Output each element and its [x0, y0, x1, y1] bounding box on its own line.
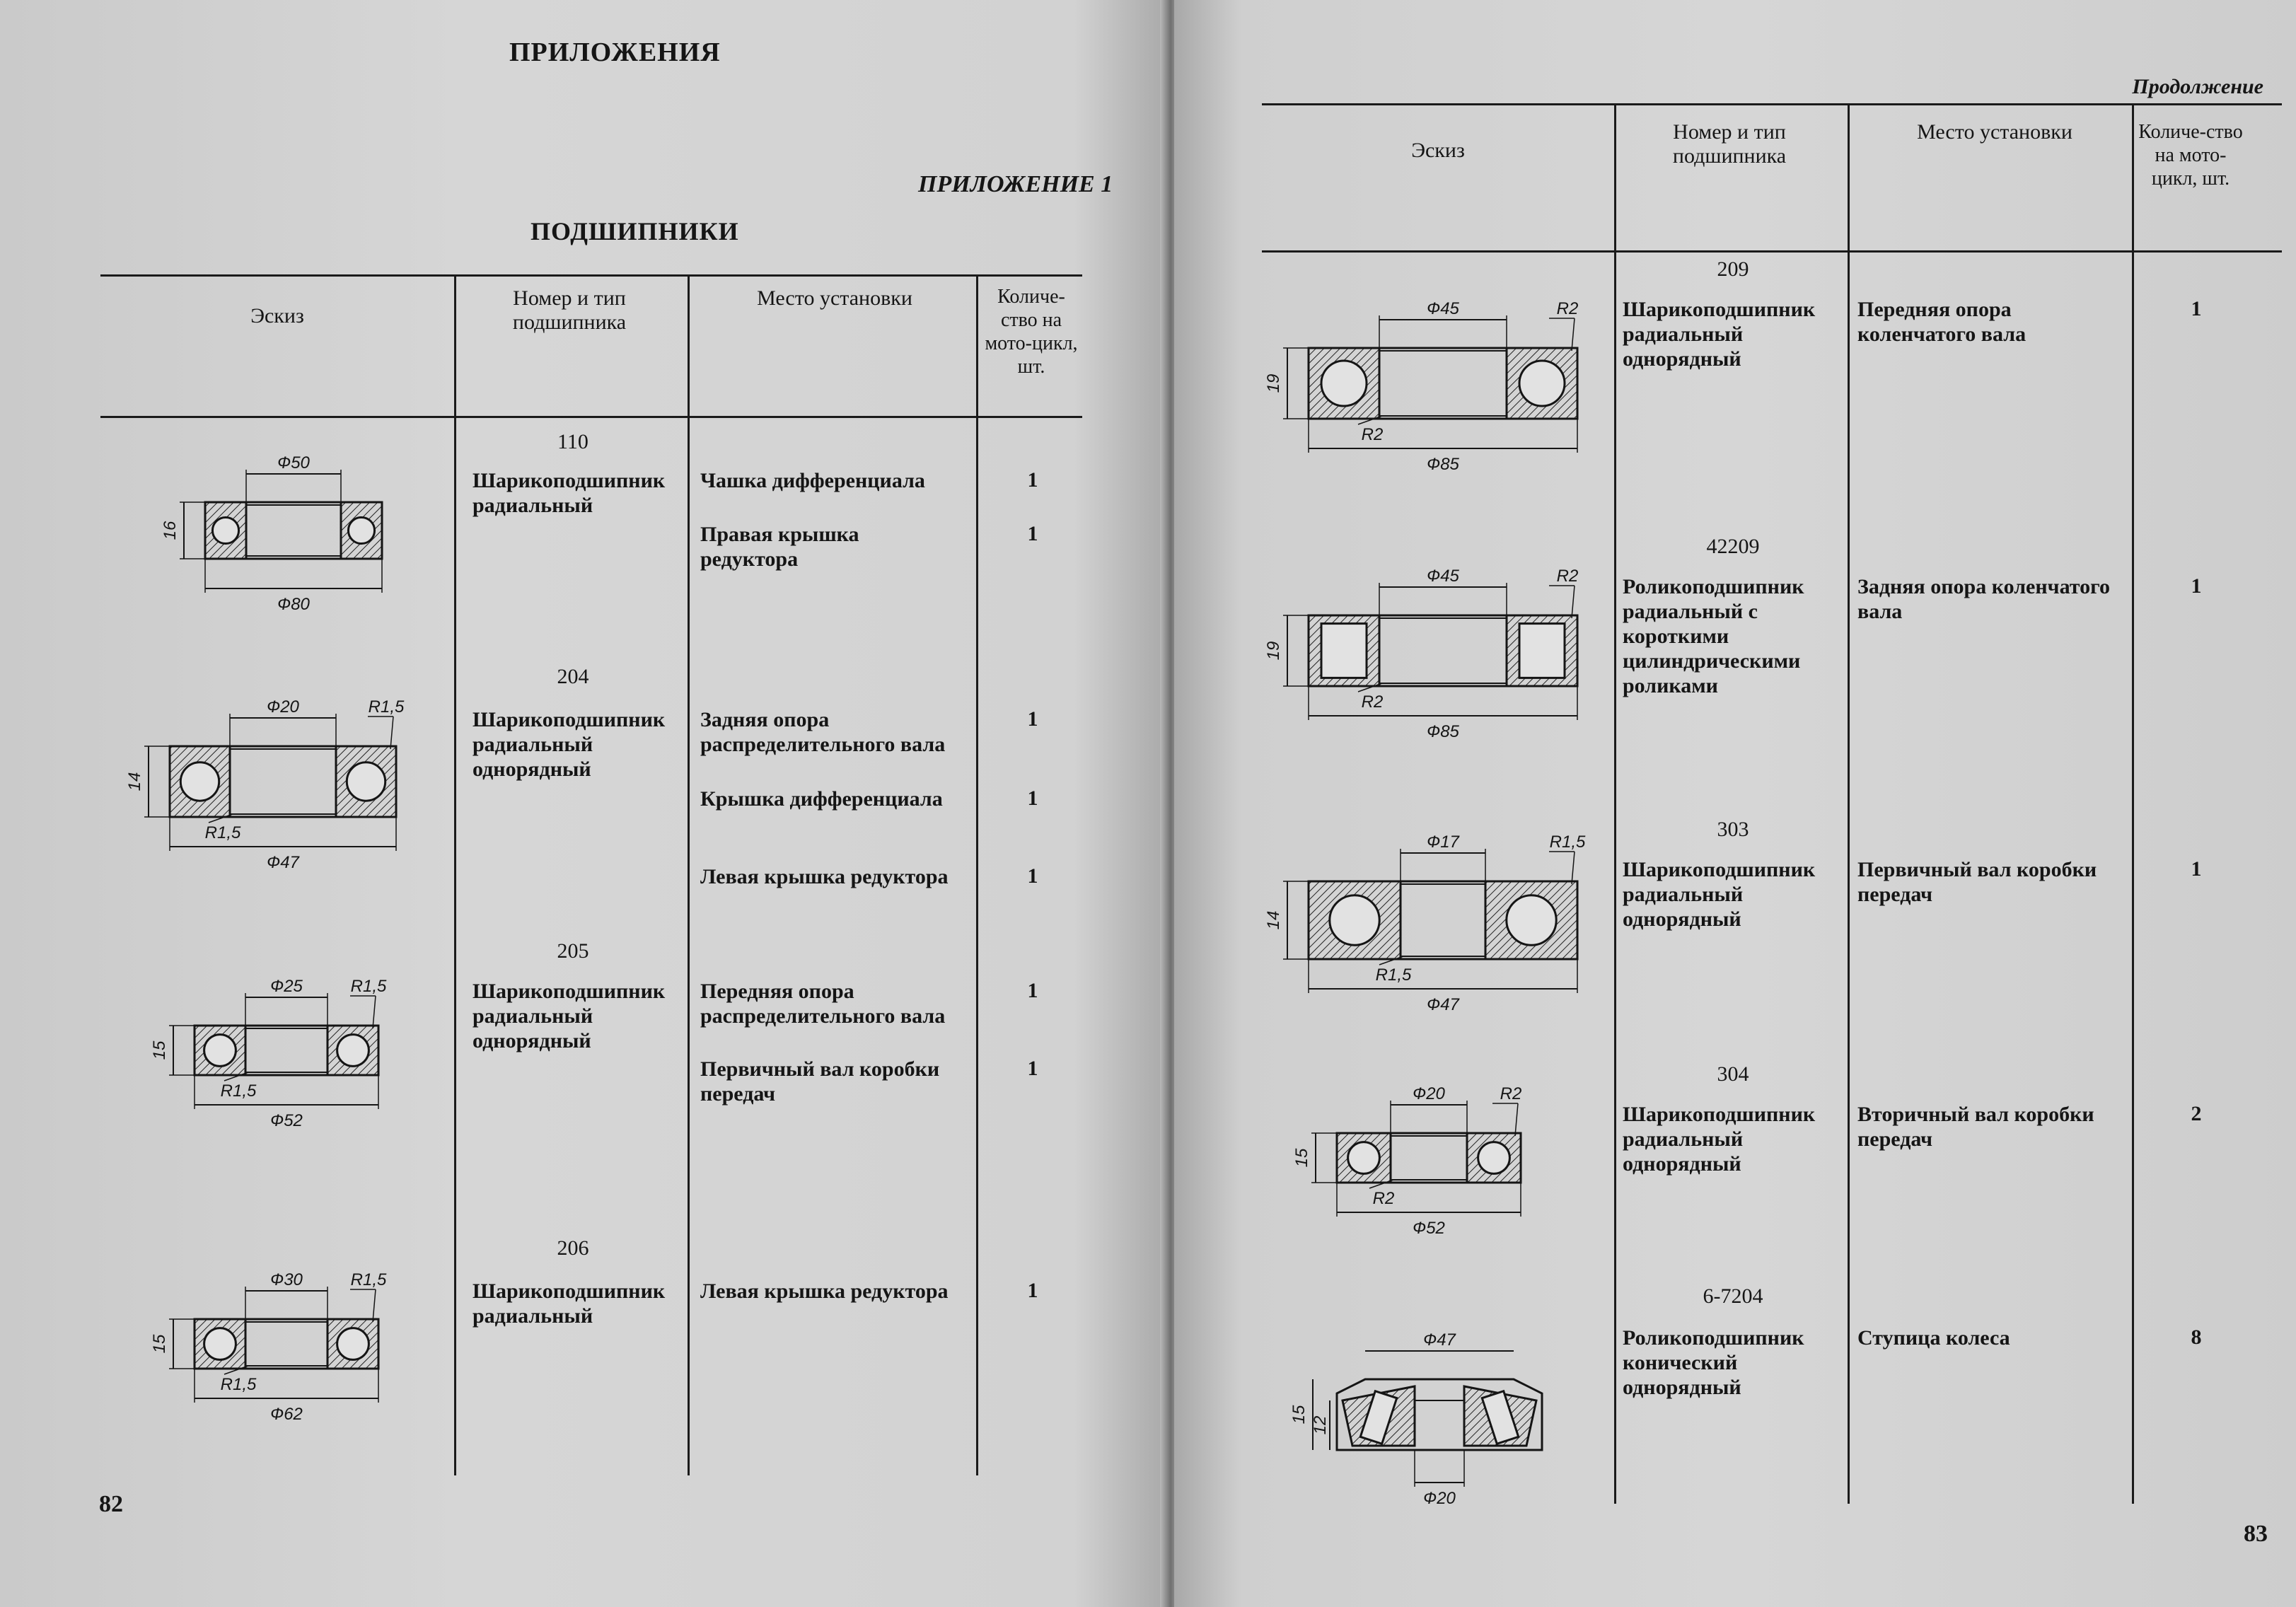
radius-label: R1,5 [350, 977, 387, 996]
bearing-number: 304 [1717, 1062, 1749, 1086]
quantity: 1 [1027, 787, 1038, 810]
radius-label: R1,5 [350, 1270, 387, 1289]
column-divider [1848, 103, 1850, 1504]
table-header-rule [100, 416, 1082, 418]
bearing-type: Шарикоподшипник радиальный [472, 469, 666, 517]
bearing-number: 110 [557, 430, 589, 453]
radius-label: R2 [1556, 299, 1579, 318]
header-number: Номер и тип подшипника [512, 286, 627, 334]
mounting-place: Чашка дифференциала [700, 469, 925, 492]
width-label: 14 [125, 772, 144, 791]
bearing-sketch-204 [125, 697, 424, 872]
width-label: 19 [1264, 373, 1283, 393]
bearing-sketch-209 [1245, 283, 1613, 474]
radius-label: R2 [1372, 1189, 1395, 1208]
ball-element [212, 517, 238, 543]
right-page [1174, 0, 2296, 1607]
mounting-place: Крышка дифференциала [700, 787, 943, 811]
ball-element [1321, 361, 1367, 406]
ball-element [204, 1328, 236, 1360]
radius-label: R1,5 [220, 1375, 257, 1394]
leader-line [373, 996, 376, 1028]
width-label: 15 [150, 1334, 169, 1354]
table-top-rule [100, 274, 1082, 277]
quantity: 1 [1027, 468, 1038, 492]
ball-element [1478, 1142, 1510, 1174]
column-divider [2132, 103, 2134, 1504]
ball-element [347, 762, 385, 801]
bearing-sketch-304 [1287, 1082, 1570, 1259]
width-label: 15 [150, 1040, 169, 1060]
outer-diameter-label: Ф85 [1427, 455, 1459, 474]
inner-diameter-label: Ф20 [1423, 1489, 1456, 1508]
header-place: Место установки [757, 286, 912, 310]
radius-label: R1,5 [1375, 965, 1412, 985]
radius-label: R2 [1500, 1084, 1522, 1103]
quantity: 8 [2191, 1325, 2202, 1349]
table-top-rule [1262, 103, 2282, 105]
page-number: 83 [2244, 1521, 2268, 1547]
width-label: 16 [161, 521, 180, 540]
ball-element [337, 1328, 369, 1360]
radius-label: R2 [1556, 567, 1579, 586]
inner-diameter-label: Ф20 [267, 697, 299, 717]
appendix-label: ПРИЛОЖЕНИЕ 1 [918, 171, 1113, 197]
outer-diameter-label: Ф62 [270, 1405, 303, 1424]
bearing-number: 205 [557, 939, 589, 963]
bearing-number: 6-7204 [1703, 1284, 1763, 1308]
ball-element [337, 1035, 369, 1067]
leader-line [1572, 318, 1575, 351]
bearing-number: 204 [557, 665, 589, 688]
inner-diameter-label: Ф45 [1427, 299, 1459, 318]
quantity: 1 [2191, 857, 2202, 881]
ball-element [348, 517, 374, 543]
outer-diameter-label: Ф47 [1427, 995, 1459, 1014]
bearing-type: Шарикоподшипник радиальный однорядный [1623, 298, 1816, 371]
radius-label: R1,5 [204, 823, 241, 842]
ball-element [1507, 895, 1556, 945]
header-qty: Количе-ство на мото-цикл, шт. [2138, 121, 2243, 190]
leader-line [1572, 852, 1575, 884]
bearing-number: 42209 [1706, 535, 1760, 558]
mounting-place: Вторичный вал коробки передач [1857, 1103, 2094, 1151]
roller-element [1321, 624, 1367, 678]
mounting-place: Правая крышка редуктора [700, 523, 859, 571]
mounting-place: Первичный вал коробки передач [700, 1057, 940, 1106]
radius-label: R1,5 [368, 697, 405, 717]
header-number: Номер и тип подшипника [1672, 120, 1787, 168]
header-sketch: Эскиз [1411, 139, 1465, 162]
header-place: Место установки [1917, 120, 2072, 144]
quantity: 1 [1027, 522, 1038, 545]
radius-label: R2 [1361, 692, 1384, 712]
quantity: 1 [1027, 1057, 1038, 1080]
inner-diameter-label: Ф50 [277, 453, 310, 472]
width-label: 15 [1289, 1405, 1309, 1425]
quantity: 2 [2191, 1102, 2202, 1125]
quantity: 1 [2191, 297, 2202, 320]
ball-element [1348, 1142, 1380, 1174]
outer-diameter-label: Ф47 [267, 853, 299, 872]
quantity: 1 [1027, 864, 1038, 888]
bearing-type: Роликоподшипник радиальный с короткими цилиндрическими роликами [1623, 575, 1804, 697]
width-label: 14 [1264, 910, 1283, 930]
bearing-sketch-6-7204 [1287, 1309, 1584, 1507]
bearing-type: Шарикоподшипник радиальный [472, 1280, 666, 1328]
width-label: 15 [1292, 1148, 1311, 1168]
table-header-rule [1262, 250, 2282, 253]
bearing-sketch-205 [152, 976, 421, 1146]
mounting-place: Левая крышка редуктора [700, 865, 949, 888]
width-label: 12 [1311, 1415, 1330, 1435]
mounting-place: Левая крышка редуктора [700, 1280, 949, 1303]
outer-diameter-label: Ф47 [1423, 1330, 1456, 1350]
radius-label: R1,5 [220, 1081, 257, 1101]
mounting-place: Задняя опора коленчатого вала [1857, 575, 2111, 623]
column-divider [976, 274, 978, 1475]
quantity: 1 [1027, 979, 1038, 1002]
bearing-type: Шарикоподшипник радиальный однорядный [472, 708, 666, 781]
mounting-place: Ступица колеса [1857, 1326, 2010, 1350]
outer-diameter-label: Ф52 [1413, 1219, 1445, 1238]
width-label: 19 [1264, 641, 1283, 661]
mounting-place: Задняя опора распределительного вала [700, 708, 946, 756]
ball-element [180, 762, 219, 801]
inner-diameter-label: Ф25 [270, 977, 303, 996]
ball-element [1330, 895, 1379, 945]
page-number: 82 [99, 1491, 123, 1517]
mounting-place: Первичный вал коробки передач [1857, 858, 2097, 906]
ball-element [204, 1035, 236, 1067]
leader-line [373, 1289, 376, 1322]
section-title: ПОДШИПНИКИ [530, 217, 739, 245]
inner-diameter-label: Ф20 [1413, 1084, 1445, 1103]
outer-diameter-label: Ф52 [270, 1111, 303, 1130]
quantity: 1 [2191, 574, 2202, 598]
leader-line [1515, 1103, 1518, 1136]
bearing-type: Шарикоподшипник радиальный однорядный [472, 980, 666, 1052]
outer-diameter-label: Ф80 [277, 595, 310, 614]
quantity: 1 [1027, 1279, 1038, 1302]
inner-diameter-label: Ф17 [1427, 832, 1459, 852]
bearing-number: 303 [1717, 818, 1749, 841]
bearing-sketch-206 [152, 1270, 421, 1439]
ball-element [1519, 361, 1565, 406]
column-divider [688, 274, 690, 1475]
bearing-type: Шарикоподшипник радиальный однорядный [1623, 858, 1816, 931]
bearing-number: 206 [557, 1236, 589, 1260]
leader-line [390, 717, 393, 749]
header-qty: Количе-ство на мото-цикл, шт. [985, 286, 1078, 378]
radius-label: R1,5 [1549, 832, 1586, 852]
column-divider [454, 274, 456, 1475]
header-sketch: Эскиз [250, 304, 304, 327]
quantity: 1 [1027, 707, 1038, 731]
bearing-sketch-303 [1245, 828, 1613, 1026]
leader-line [1572, 586, 1575, 618]
outer-diameter-label: Ф85 [1427, 722, 1459, 741]
roller-element [1519, 624, 1565, 678]
bearing-sketch-110 [161, 453, 403, 614]
mounting-place: Передняя опора коленчатого вала [1857, 298, 2027, 346]
bearing-type: Шарикоподшипник радиальный однорядный [1623, 1103, 1816, 1176]
inner-diameter-label: Ф45 [1427, 567, 1459, 586]
column-divider [1614, 103, 1616, 1504]
bearing-type: Роликоподшипник конический однорядный [1623, 1326, 1804, 1399]
page-title: ПРИЛОЖЕНИЯ [509, 37, 721, 67]
bearing-number: 209 [1717, 257, 1749, 281]
radius-label: R2 [1361, 425, 1384, 444]
inner-diameter-label: Ф30 [270, 1270, 303, 1289]
bearing-sketch-42209 [1245, 566, 1613, 757]
continuation-label: Продолжение [2132, 75, 2263, 98]
mounting-place: Передняя опора распределительного вала [700, 980, 946, 1028]
